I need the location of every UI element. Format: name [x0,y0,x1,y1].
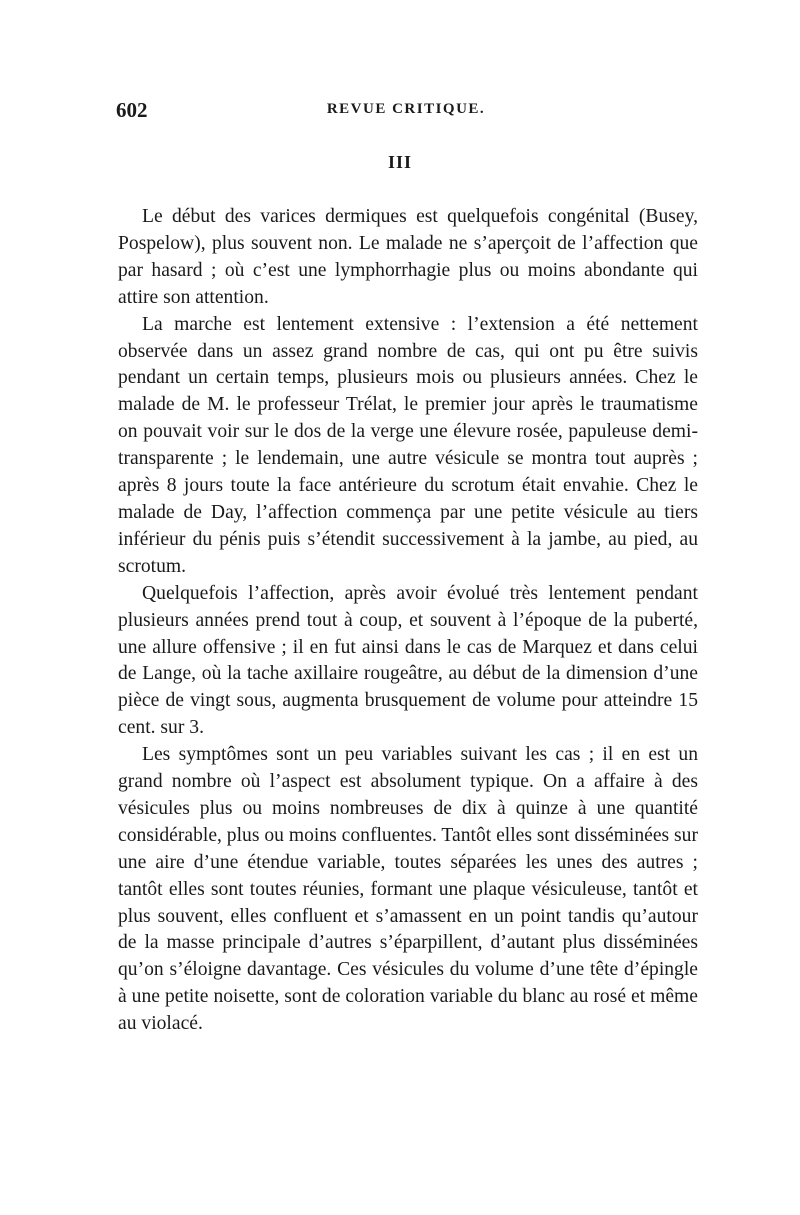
body-text [118,204,698,1038]
journal-title: REVUE CRITIQUE. [326,101,486,117]
page-number: 602 [116,98,148,122]
paragraph: La marche est lentement extensive : l’extension a été nettement observée dans un assez grand nombre de cas, qui ont pu être suivis pendant un certain temps, plusieurs mois ou plusieurs années. Chez le malade de M. le professeur Trélat, le premier jour après le traumatisme on pouvait voir sur le dos de la verge une élevure rosée, papuleuse demi-transparente ; le lendemain, une autre vésicule se montra tout auprès ; après 8 jours toute la face antérieure du scrotum était envahie. Chez le malade de Day, l’affection commença par une petite vésicule au tiers inférieur du pénis puis s’étendit successivement à la jambe, au pied, au scrotum. [118,313,698,577]
paragraph: Quelquefois l’affection, après avoir évolué très lentement pendant plusieurs années prend tout à coup, et souvent à l’époque de la puberté, une allure offensive ; il en fut ainsi dans le cas de Marquez et dans celui de Lange, où la tache axillaire rougeâtre, au début de la dimension d’une pièce de vingt sous, augmenta brusquement de volume pour atteindre 15 cent. sur 3. [118,582,698,739]
paragraph: Le début des varices dermiques est quelquefois congénital (Busey, Pospelow), plus souvent non. Le malade ne s’aperçoit de l’affection que par hasard ; où c’est une lymphorrhagie plus ou moins abondante qui attire son attention. [118,206,698,308]
section-number: III [387,152,412,172]
paragraph: Les symptômes sont un peu variables suivant les cas ; il en est un grand nombre où l’aspect est absolument typique. On a affaire à des vésicules plus ou moins nombreuses de dix à quinze à une quantité considérable, plus ou moins confluentes. Tantôt elles sont disséminées sur une aire d’une étendue variable, toutes séparées les unes des autres ; tantôt elles sont toutes réunies, formant une plaque vésiculeuse, tantôt et plus souvent, elles confluent et s’amassent en un point tandis qu’autour de la masse principale d’autres s’éparpillent, d’autant plus disséminées qu’on s’éloigne davantage. Ces vésicules du volume d’une tête d’épingle à une petite noisette, sont de coloration variable du blanc au rosé et même au violacé. [118,744,698,1035]
running-head [116,98,696,126]
